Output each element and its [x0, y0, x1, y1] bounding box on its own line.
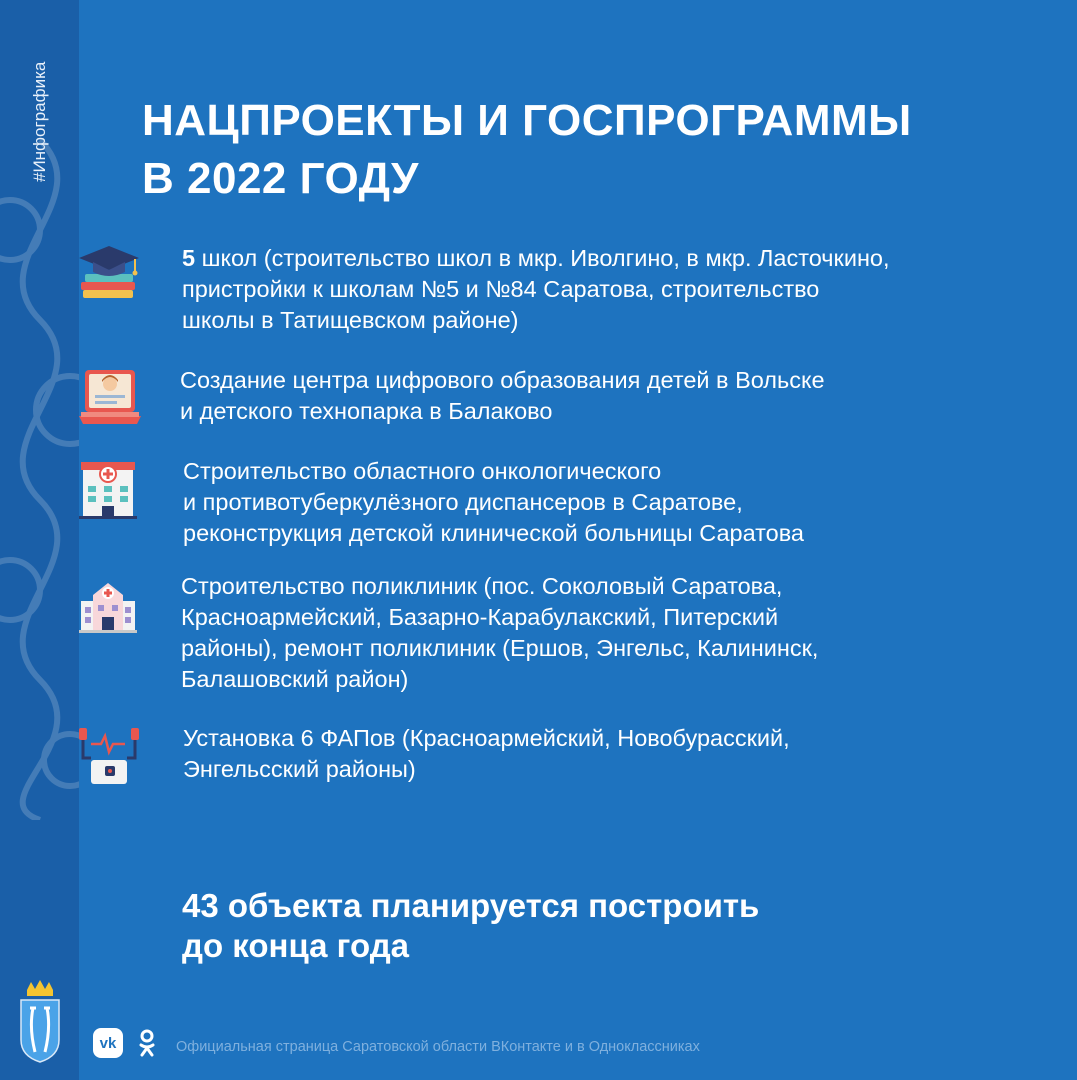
item-line: школы в Татищевском районе): [182, 307, 519, 333]
school-count: 5: [182, 245, 196, 271]
summary-text: [182, 886, 759, 966]
item-line: Создание центра цифрового образования детей в Вольске: [180, 367, 825, 393]
item-text: [181, 571, 818, 695]
item-text: [182, 243, 890, 336]
vk-icon[interactable]: [93, 1028, 123, 1058]
defibrillator-icon: [79, 724, 141, 786]
page-title: [142, 92, 912, 208]
item-line: Строительство поликлиник (пос. Соколовый Саратова,: [181, 573, 783, 599]
laptop-student-icon: [79, 366, 141, 428]
item-line: Энгельсский районы): [183, 756, 416, 782]
item-line: Установка 6 ФАПов (Красноармейский, Новобурасский,: [183, 725, 790, 751]
item-line: Балашовский район): [181, 666, 409, 692]
item-text: [180, 365, 825, 427]
footer-caption: Официальная страница Саратовской области ВКонтакте и в Одноклассниках: [176, 1039, 700, 1055]
item-text: [183, 723, 790, 785]
hospital-building-icon: [79, 458, 141, 520]
item-line: Красноармейский, Базарно-Карабулакский, Питерский: [181, 604, 779, 630]
title-line-2: В 2022 ГОДУ: [142, 154, 419, 203]
saratov-coat-of-arms-icon: [15, 978, 65, 1064]
odnoklassniki-icon[interactable]: [138, 1029, 156, 1059]
clinic-building-icon: [79, 575, 141, 637]
summary-line-1: 43 объекта планируется построить: [182, 887, 760, 924]
item-text: [183, 456, 804, 549]
graduation-cap-books-icon: [79, 242, 141, 304]
sidebar: [0, 0, 79, 1080]
vk-label: vk: [99, 1034, 117, 1052]
ornament-decoration: [0, 120, 79, 820]
item-line: школ (строительство школ в мкр. Иволгино, в мкр. Ласточкино,: [201, 245, 890, 271]
item-line: и детского технопарка в Балаково: [180, 398, 553, 424]
item-line: реконструкция детской клинической больницы Саратова: [183, 520, 805, 546]
summary-line-2: до конца года: [182, 927, 409, 964]
item-line: пристройки к школам №5 и №84 Саратова, строительство: [182, 276, 820, 302]
title-line-1: НАЦПРОЕКТЫ И ГОСПРОГРАММЫ: [142, 96, 912, 145]
item-line: Строительство областного онкологического: [183, 458, 662, 484]
item-line: и противотуберкулёзного диспансеров в Саратове,: [183, 489, 743, 515]
hashtag-label: #Инфографика: [30, 61, 49, 182]
item-line: районы), ремонт поликлиник (Ершов, Энгельс, Калининск,: [181, 635, 819, 661]
